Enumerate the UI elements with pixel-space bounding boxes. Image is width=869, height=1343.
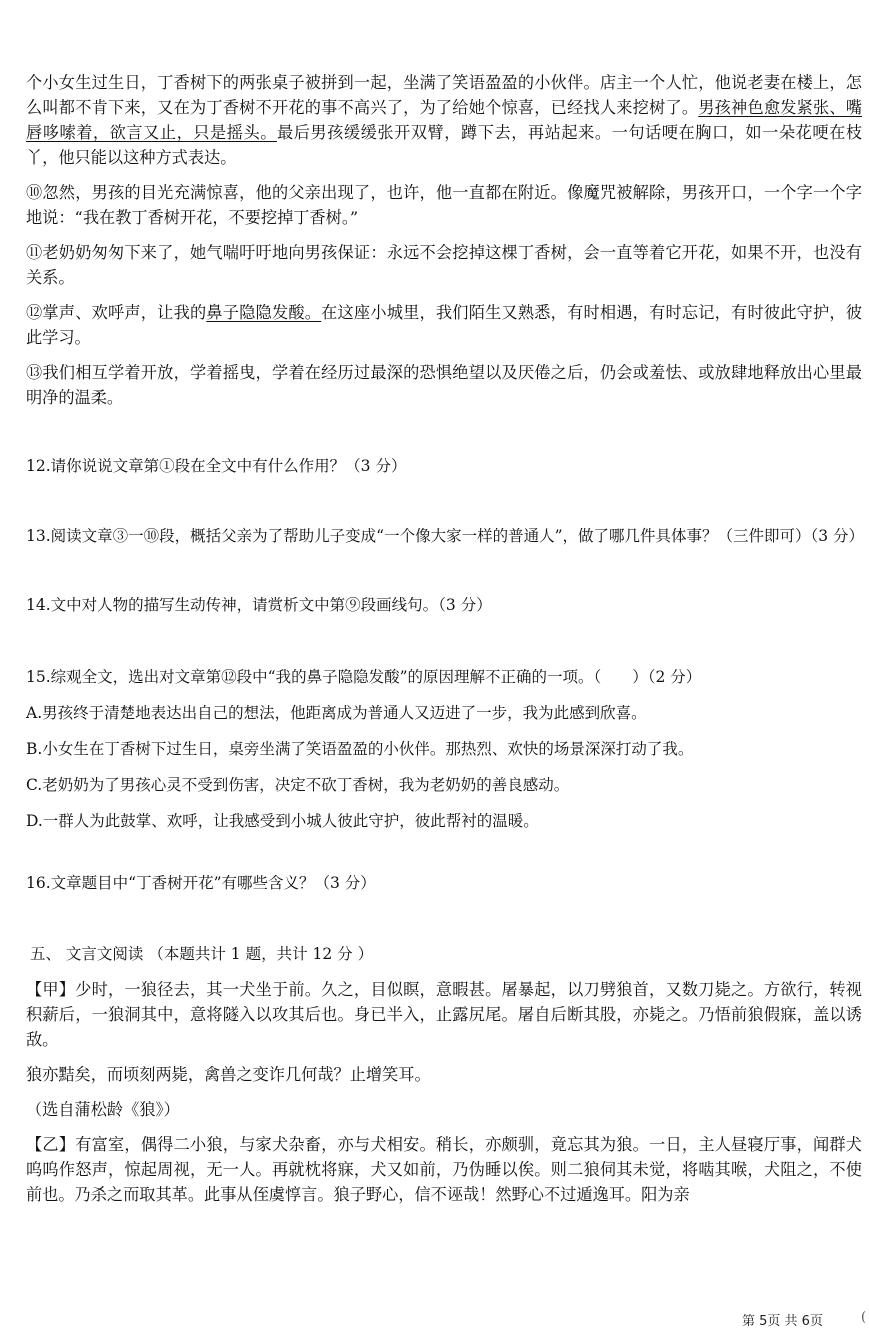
paragraph-13: ⑬我们相互学着开放，学着摇曳，学着在经历过最深的恐惧绝望以及厌倦之后，仍会或羞怯、或放肆地释放出心里最明净的温柔。	[26, 363, 862, 407]
paragraph-10: ⑩忽然，男孩的目光充满惊喜，他的父亲出现了，也许，他一直都在附近。像魔咒被解除，男孩开口，一个字一个字地说：“我在教丁香树开花，不要挖掉丁香树。”	[26, 183, 862, 227]
paragraph-9-text-end: 最后男孩缓缓张开双臂，蹲下去，再站起来。一句话哽在胸口，如一朵花哽在枝丫，他只能以这种方式表达。	[26, 123, 863, 167]
section-5-heading: 五、 文言文阅读 （本题共计 1 题，共计 12 分 ）	[30, 945, 374, 963]
document-page	[26, 70, 865, 1217]
question-14: 14.文中对人物的描写生动传神，请赏析文中第⑨段画线句。（3 分）	[26, 596, 492, 614]
question-15-option-b: B.小女生在丁香树下过生日，桌旁坐满了笑语盈盈的小伙伴。那热烈、欢快的场景深深打动了我。	[26, 740, 694, 758]
question-15-option-c: C.老奶奶为了男孩心灵不受到伤害，决定不砍丁香树，我为老奶奶的善良感动。	[26, 776, 570, 794]
paragraph-12-text-start: ⑫掌声、欢呼声，让我的	[26, 303, 207, 322]
passage-source: （选自蒲松龄《狼》）	[26, 1100, 180, 1119]
question-15-option-a: A.男孩终于清楚地表达出自己的想法，他距离成为普通人又迈进了一步，我为此感到欣喜。	[26, 704, 647, 722]
paragraph-9	[26, 70, 862, 170]
paragraph-9-text-start: 个小女生过生日，丁香树下的两张桌子被拼到一起，坐满了笑语盈盈的小伙伴。店主一个人忙，他说老妻在楼上，怎么叫都不肯下来，又在为丁香树不开花的事不高兴了，为了给她个惊喜，已经找人来挖树了。	[26, 73, 862, 117]
paragraph-12	[26, 300, 862, 350]
edge-mark: (	[861, 1310, 867, 1325]
passage-jia: 【甲】少时，一狼径去，其一犬坐于前。久之，目似瞑，意暇甚。屠暴起，以刀劈狼首，又数刀毙之。方欲行，转视积薪后，一狼洞其中，意将隧入以攻其后也。身已半入，止露尻尾。屠自后断其股，亦毙之。乃悟前狼假寐，盖以诱敌。	[26, 980, 862, 1049]
question-15-option-d: D.一群人为此鼓掌、欢呼，让我感受到小城人彼此守护，彼此帮衬的温暖。	[26, 812, 539, 830]
paragraph-12-text-end: 在这座小城里，我们陌生又熟悉，有时相遇，有时忘记，有时彼此守护，彼此学习。	[26, 303, 863, 347]
question-15: 15.综观全文，选出对文章第⑫段中“我的鼻子隐隐发酸”的原因理解不正确的一项。（ ）（2 分）	[26, 668, 702, 686]
paragraph-12-underlined-phrase: 鼻子隐隐发酸。	[206, 303, 322, 322]
question-13: 13.阅读文章③一⑩段，概括父亲为了帮助儿子变成“一个像大家一样的普通人”，做了哪几件具体事？（三件即可）（3 分）	[26, 527, 865, 545]
passage-jia-comment: 狼亦黠矣，而顷刻两毙，禽兽之变诈几何哉？止增笑耳。	[26, 1065, 431, 1084]
paragraph-11: ⑪老奶奶匆匆下来了，她气喘吁吁地向男孩保证：永远不会挖掉这棵丁香树，会一直等着它开花，如果不开，也没有关系。	[26, 243, 862, 287]
question-12: 12.请你说说文章第①段在全文中有什么作用？（3 分）	[26, 457, 407, 475]
question-16: 16.文章题目中“丁香树开花”有哪些含义？（3 分）	[26, 874, 376, 892]
paragraph-9-underlined-sentence: 男孩神色愈发紧张、嘴唇哆嗦着，欲言又止，只是摇头。	[26, 98, 863, 142]
passage-yi: 【乙】有富室，偶得二小狼，与家犬杂畜，亦与犬相安。稍长，亦颇驯，竟忘其为狼。一日，主人昼寝厅事，闻群犬呜呜作怒声，惊起周视，无一人。再就枕将寐，犬又如前，乃伪睡以俟。则二狼伺其未觉，将啮其喉，犬阻之，不使前也。乃杀之而取其革。此事从侄虞惇言。狼子野心，信不诬哉！然野心不过遁逸耳。阳为亲	[26, 1135, 862, 1204]
page-number: 第 5页 共 6页	[742, 1314, 823, 1329]
